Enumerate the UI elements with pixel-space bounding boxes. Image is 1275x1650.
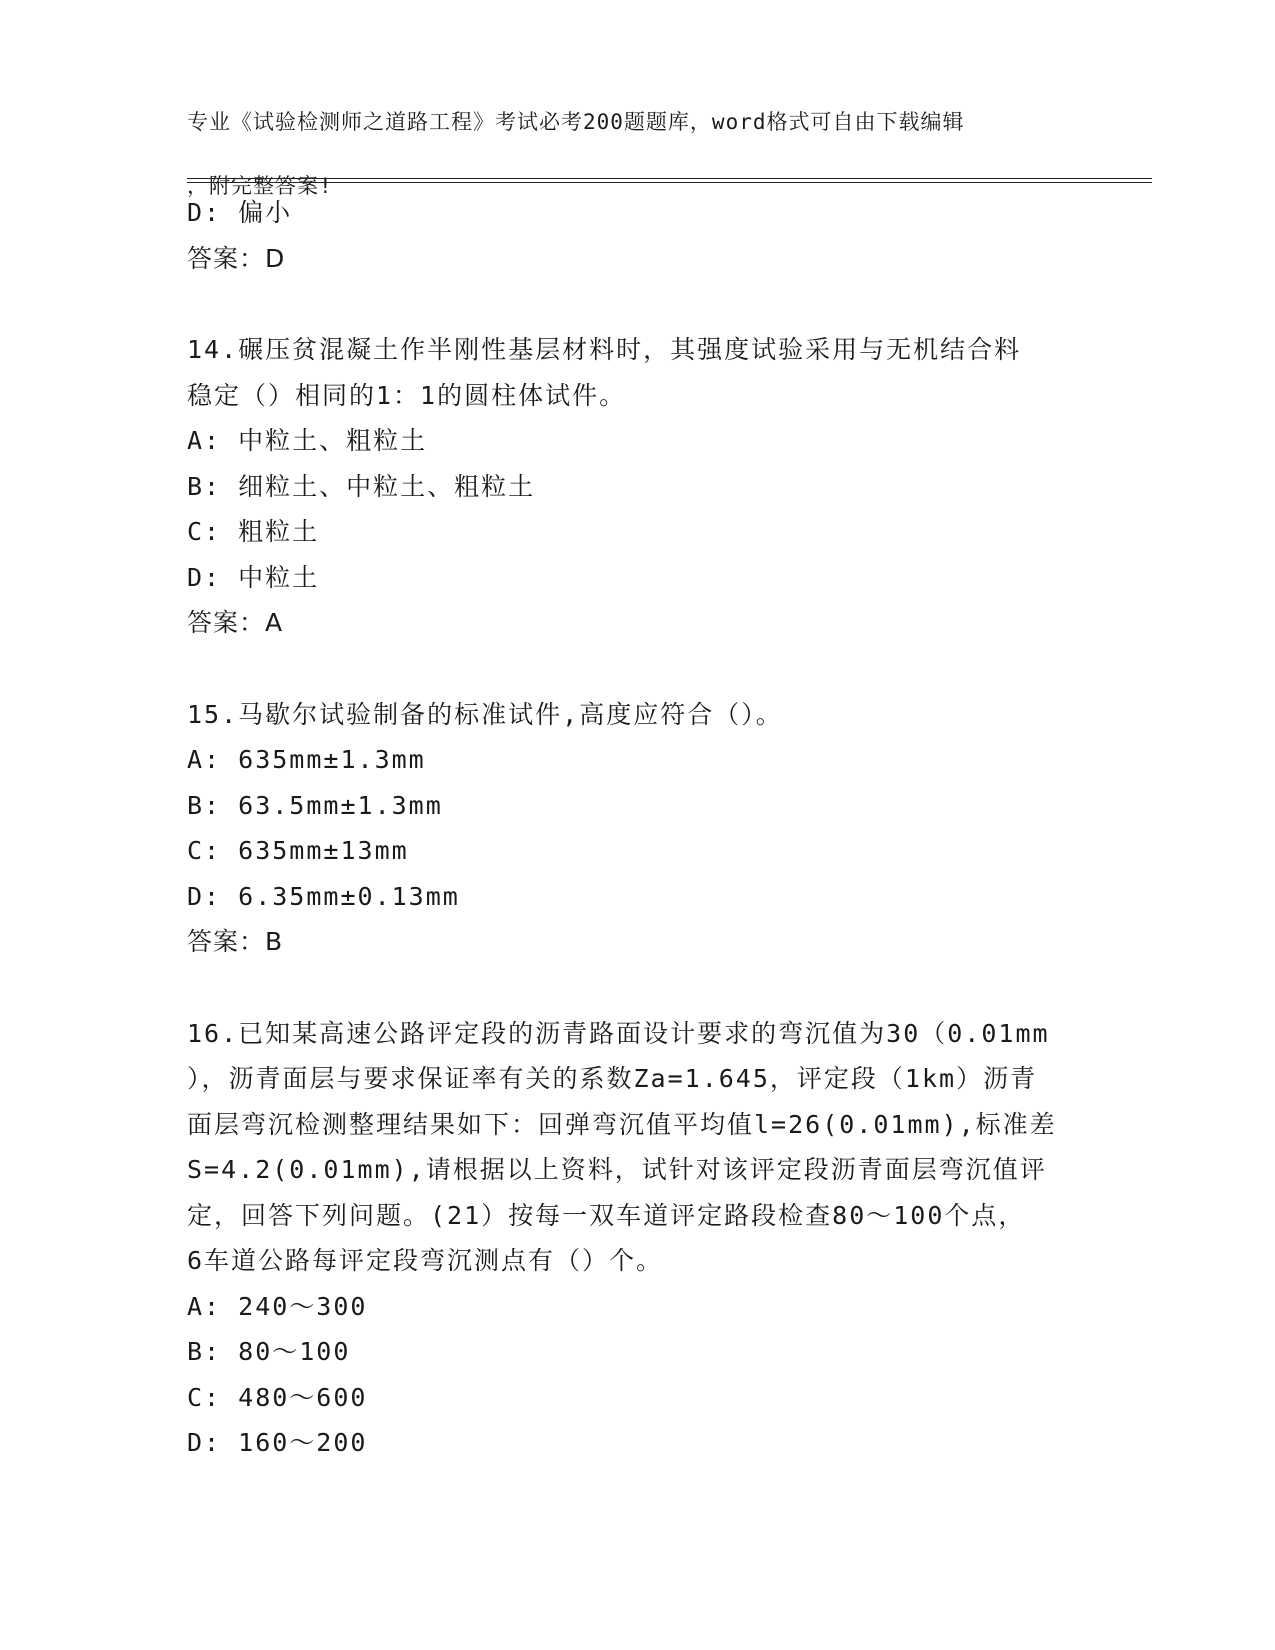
q14-answer: 答案：A [187, 608, 284, 637]
q15-option-d: D: 6.35mm±0.13mm [187, 881, 460, 911]
q15-option-a: A: 635mm±1.3mm [187, 745, 426, 774]
header-line-2: ，附完整答案! [187, 174, 333, 198]
question-content [187, 190, 1087, 1466]
header-line-1: 专业《试验检测师之道路工程》考试必考200题题库，word格式可自由下载编辑 [187, 110, 965, 134]
spacer [187, 281, 1087, 327]
q15-option-c: C: 635mm±13mm [187, 836, 409, 865]
q14-option-d: D: 中粒土 [187, 562, 320, 592]
q14-option-c: C: 粗粒土 [187, 517, 320, 546]
q16-stem-line-1: 16.已知某高速公路评定段的沥青路面设计要求的弯沉值为30（0.01mm [187, 1018, 1050, 1048]
q16-option-d: D: 160～200 [187, 1428, 368, 1457]
spacer [187, 646, 1087, 692]
q14-stem-line-2: 稳定（）相同的1：1的圆柱体试件。 [187, 380, 627, 410]
q16-stem-line-3: 面层弯沉检测整理结果如下：回弹弯沉值平均值l=26(0.01mm),标准差 [187, 1109, 1057, 1139]
q16-option-a: A: 240～300 [187, 1291, 368, 1321]
q14-stem-line-1: 14.碾压贫混凝土作半刚性基层材料时，其强度试验采用与无机结合料 [187, 335, 1022, 364]
q16-option-b: B: 80～100 [187, 1337, 351, 1366]
q15-stem: 15.马歇尔试验制备的标准试件,高度应符合（）。 [187, 699, 783, 729]
q13-answer: 答案：D [187, 243, 286, 273]
q13-option-d: D: 偏小 [187, 198, 293, 227]
q15-answer: 答案：B [187, 927, 284, 956]
q14-option-b: B: 细粒土、中粒土、粗粒土 [187, 471, 536, 501]
spacer [187, 965, 1087, 1011]
q16-option-c: C: 480～600 [187, 1382, 368, 1412]
header-divider-bottom [187, 182, 1152, 183]
header-divider-top [187, 178, 1152, 179]
q15-option-b: B: 63.5mm±1.3mm [187, 790, 443, 820]
q16-stem-line-6: 6车道公路每评定段弯沉测点有（）个。 [187, 1246, 664, 1275]
q16-stem-line-2: ），沥青面层与要求保证率有关的系数Za=1.645，评定段（1km）沥青 [187, 1064, 1038, 1093]
q14-option-a: A: 中粒土、粗粒土 [187, 426, 428, 455]
q16-stem-line-4: S=4.2(0.01mm),请根据以上资料，试针对该评定段沥青面层弯沉值评 [187, 1155, 1047, 1184]
q16-stem-line-5: 定，回答下列问题。(21）按每一双车道评定路段检查80～100个点， [187, 1200, 1026, 1230]
